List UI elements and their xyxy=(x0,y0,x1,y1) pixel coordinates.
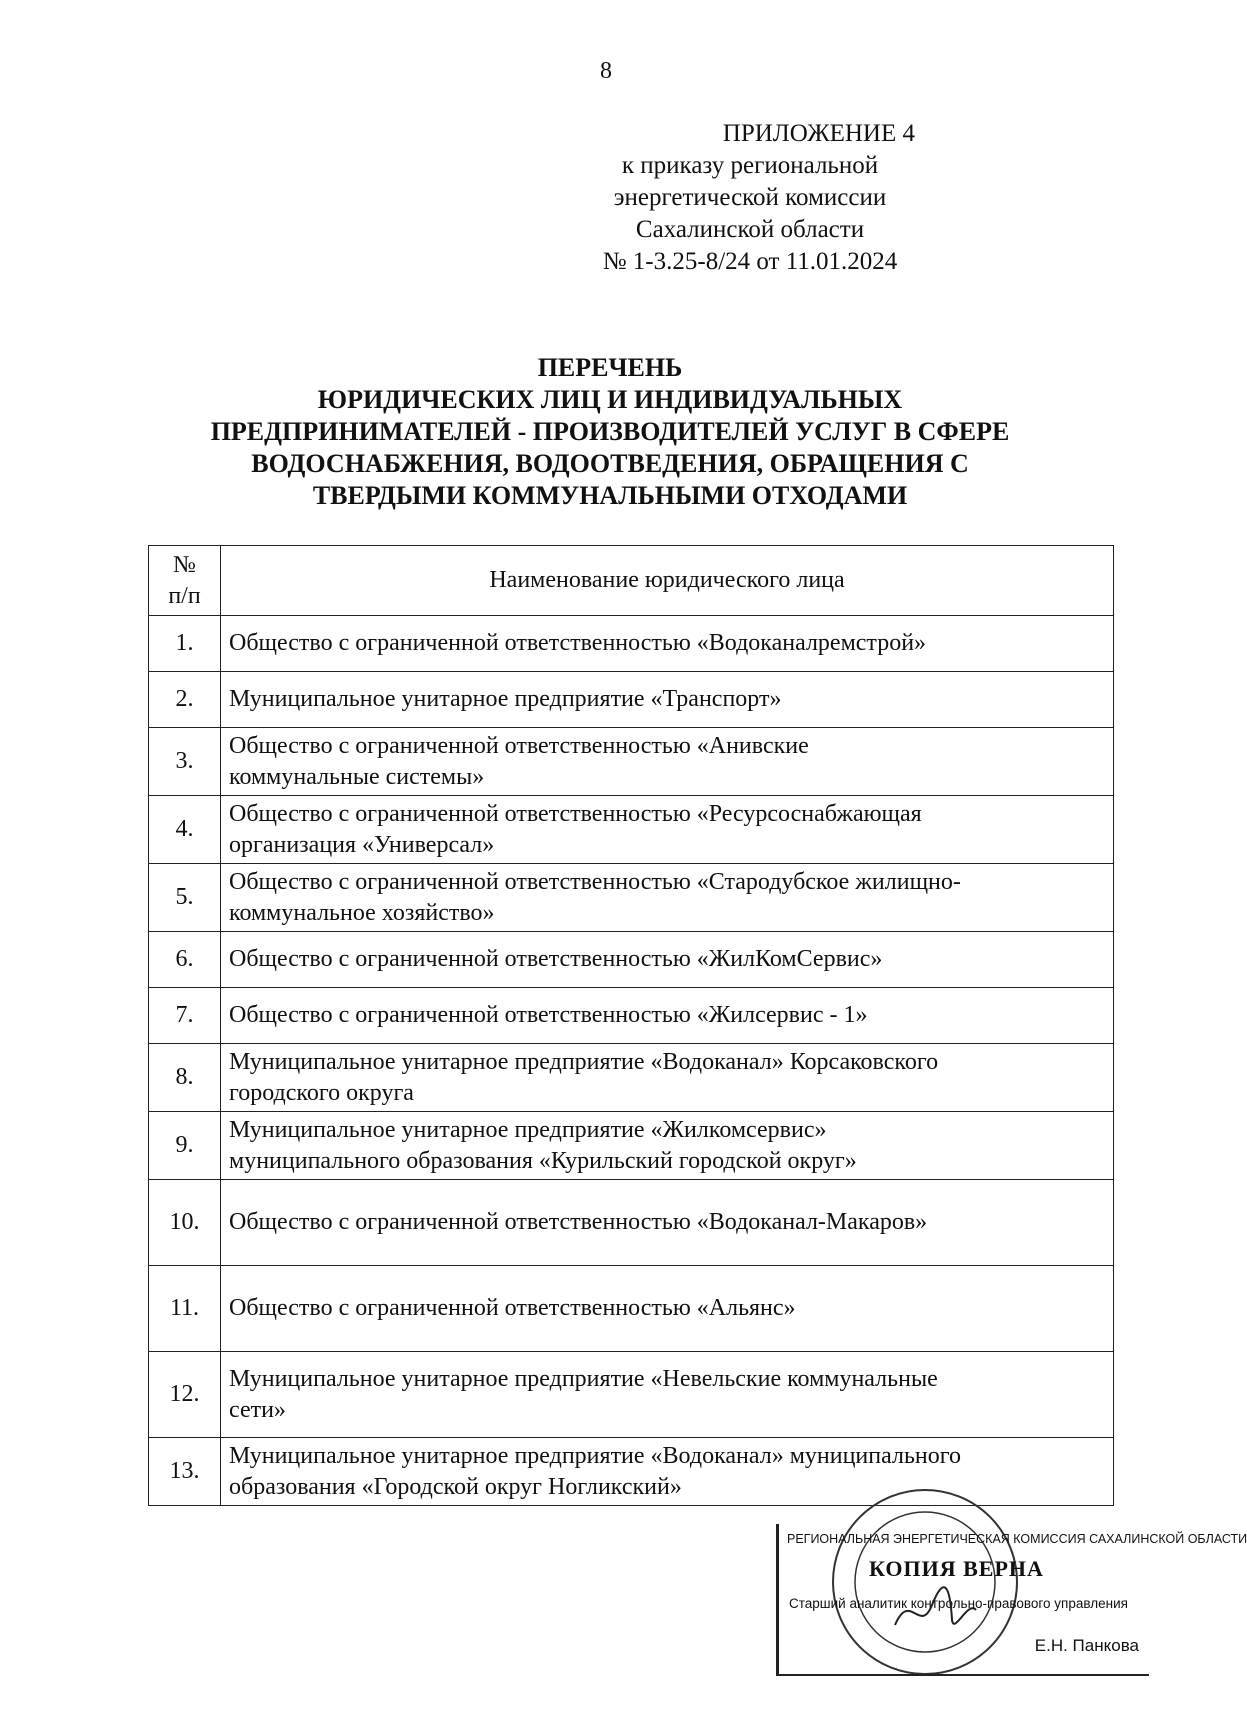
organization-name-line: Общество с ограниченной ответственностью «Водоканал-Макаров» xyxy=(229,1209,928,1235)
organization-name xyxy=(221,864,1114,932)
table-row xyxy=(149,864,1114,932)
table-row xyxy=(149,988,1114,1044)
stamp-signer: Е.Н. Панкова xyxy=(1034,1636,1139,1655)
organization-name xyxy=(221,672,1114,728)
organization-name-line: муниципального образования «Курильский городской округ» xyxy=(229,1147,857,1174)
appendix-line: энергетической комиссии xyxy=(613,184,887,211)
organization-name-line: Муниципальное унитарное предприятие «Невельские коммунальные xyxy=(229,1365,938,1392)
row-number: 12. xyxy=(149,1352,221,1438)
organization-name-line: коммунальное хозяйство» xyxy=(229,899,495,926)
table-row xyxy=(149,728,1114,796)
organization-name xyxy=(221,796,1114,864)
appendix-order-number: № 1-3.25-8/24 от 11.01.2024 xyxy=(602,248,898,275)
stamp-position: Старший аналитик контрольно-правового управления xyxy=(789,1596,1128,1611)
row-number: 9. xyxy=(149,1112,221,1180)
organization-name-line: городского округа xyxy=(229,1079,414,1106)
stamp-organization: РЕГИОНАЛЬНАЯ ЭНЕРГЕТИЧЕСКАЯ КОМИССИЯ САХАЛИНСКОЙ ОБЛАСТИ xyxy=(787,1532,1247,1546)
organization-name xyxy=(221,1044,1114,1112)
title-line: ПЕРЕЧЕНЬ xyxy=(537,353,683,382)
title-line: ПРЕДПРИНИМАТЕЛЕЙ - ПРОИЗВОДИТЕЛЕЙ УСЛУГ В СФЕРЕ xyxy=(210,417,1010,446)
appendix-block xyxy=(540,118,960,278)
organization-name xyxy=(221,932,1114,988)
appendix-line: Сахалинской области xyxy=(635,216,865,243)
organizations-table xyxy=(148,545,1114,1506)
stamp-verified: КОПИЯ ВЕРНА xyxy=(869,1556,1044,1581)
organization-name-line: Общество с ограниченной ответственностью «Жилсервис - 1» xyxy=(229,1002,868,1028)
table-row xyxy=(149,1266,1114,1352)
row-number: 4. xyxy=(149,796,221,864)
row-number: 5. xyxy=(149,864,221,932)
organization-name-line: Общество с ограниченной ответственностью «Ресурсоснабжающая xyxy=(229,800,922,827)
organization-name-line: сети» xyxy=(229,1396,286,1423)
header-number xyxy=(149,546,221,616)
organization-name-line: Муниципальное унитарное предприятие «Водоканал» муниципального xyxy=(229,1442,961,1469)
table-row xyxy=(149,616,1114,672)
organization-name xyxy=(221,1266,1114,1352)
header-number-pp: п/п xyxy=(168,582,201,609)
organization-name-line: коммунальные системы» xyxy=(229,763,485,790)
table-row xyxy=(149,1180,1114,1266)
document-title xyxy=(150,352,1070,512)
organization-name-line: организация «Универсал» xyxy=(229,831,495,858)
organization-name-line: образования «Городской округ Ногликский» xyxy=(229,1473,682,1500)
appendix-title: ПРИЛОЖЕНИЕ 4 xyxy=(722,120,915,147)
organization-name xyxy=(221,1180,1114,1266)
row-number: 6. xyxy=(149,932,221,988)
organization-name xyxy=(221,1112,1114,1180)
organization-name-line: Общество с ограниченной ответственностью «Анивские xyxy=(229,732,809,759)
table-row xyxy=(149,1112,1114,1180)
organization-name-line: Общество с ограниченной ответственностью «Альянс» xyxy=(229,1295,796,1321)
organization-name-line: Общество с ограниченной ответственностью «ЖилКомСервис» xyxy=(229,946,883,972)
row-number: 10. xyxy=(149,1180,221,1266)
appendix-line: к приказу региональной xyxy=(621,152,879,179)
organization-name-line: Муниципальное унитарное предприятие «Жилкомсервис» xyxy=(229,1116,827,1143)
organization-name-line: Муниципальное унитарное предприятие «Водоканал» Корсаковского xyxy=(229,1048,939,1075)
row-number: 2. xyxy=(149,672,221,728)
organization-name xyxy=(221,1352,1114,1438)
row-number: 11. xyxy=(149,1266,221,1352)
organization-name-line: Общество с ограниченной ответственностью «Водоканалремстрой» xyxy=(229,630,927,656)
organization-name-line: Муниципальное унитарное предприятие «Транспорт» xyxy=(229,686,782,712)
table-header-row xyxy=(149,546,1114,616)
table-row xyxy=(149,672,1114,728)
row-number: 3. xyxy=(149,728,221,796)
row-number: 1. xyxy=(149,616,221,672)
organization-name-line: Общество с ограниченной ответственностью «Стародубское жилищно- xyxy=(229,868,961,895)
title-line: ВОДОСНАБЖЕНИЯ, ВОДООТВЕДЕНИЯ, ОБРАЩЕНИЯ С xyxy=(251,449,969,478)
header-number-sign: № xyxy=(173,551,196,578)
organization-name xyxy=(221,616,1114,672)
organization-name xyxy=(221,988,1114,1044)
table-row xyxy=(149,1352,1114,1438)
handwritten-signature xyxy=(890,1580,980,1640)
row-number: 13. xyxy=(149,1438,221,1506)
table-row xyxy=(149,932,1114,988)
title-line: ЮРИДИЧЕСКИХ ЛИЦ И ИНДИВИДУАЛЬНЫХ xyxy=(317,385,903,414)
page-number: 8 xyxy=(600,58,612,84)
table-row xyxy=(149,796,1114,864)
row-number: 7. xyxy=(149,988,221,1044)
organization-name xyxy=(221,728,1114,796)
title-line: ТВЕРДЫМИ КОММУНАЛЬНЫМИ ОТХОДАМИ xyxy=(312,481,908,510)
table-row xyxy=(149,1044,1114,1112)
row-number: 8. xyxy=(149,1044,221,1112)
header-name: Наименование юридического лица xyxy=(221,546,1114,616)
